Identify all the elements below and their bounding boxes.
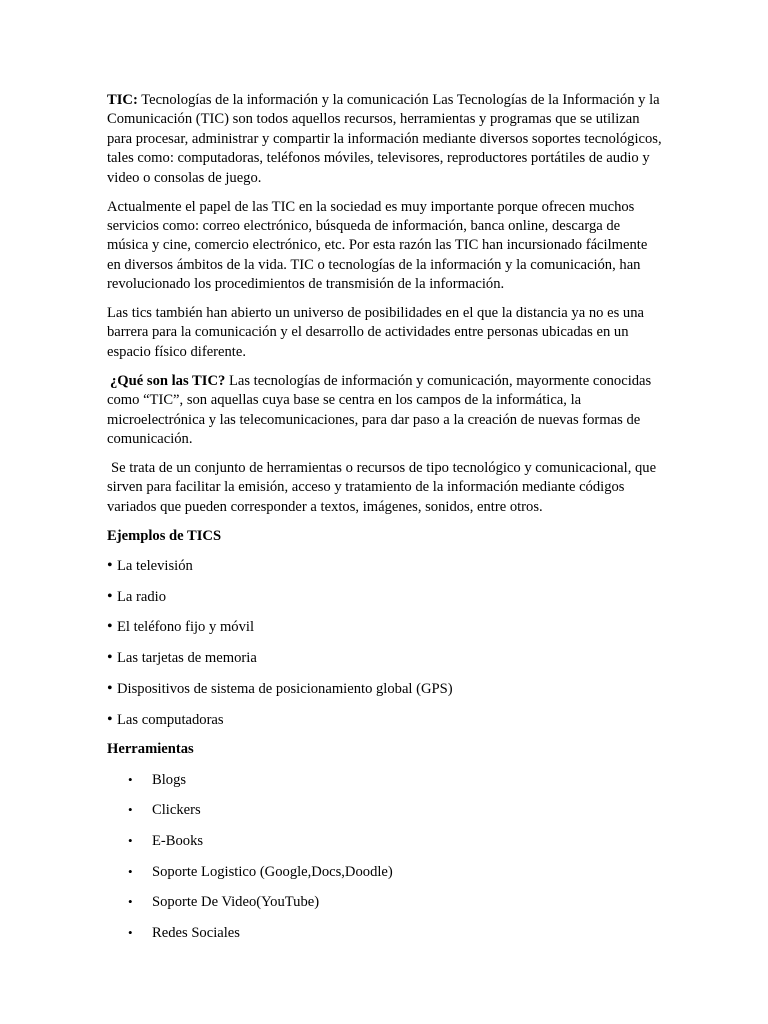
list-item: [107, 800, 663, 820]
bullet-icon: •: [128, 894, 133, 910]
paragraph-lead: ¿Qué son las TIC?: [110, 372, 226, 389]
list-item-label: Las tarjetas de memoria: [117, 650, 257, 667]
list-item-label: Dispositivos de sistema de posicionamiento global (GPS): [117, 680, 453, 697]
list-item-label: La televisión: [117, 558, 193, 575]
paragraph-tic-definition: [107, 91, 663, 188]
list-item-label: Clickers: [152, 802, 201, 819]
bullet-icon: •: [128, 802, 133, 818]
paragraph-tic-society: [107, 198, 663, 295]
paragraph-lead: TIC:: [107, 92, 138, 108]
list-item-label: Soporte Logistico (Google,Docs,Doodle): [152, 863, 393, 880]
list-item: [107, 710, 663, 730]
list-item-label: Blogs: [152, 771, 187, 788]
list-item: [107, 862, 663, 882]
paragraph-tic-possibilities: [107, 304, 663, 362]
document-page: [107, 91, 663, 954]
tools-list: [107, 770, 663, 944]
bullet-icon: •: [107, 587, 113, 605]
paragraph-text: Tecnologías de la información y la comunicación Las Tecnologías de la Información y la Comunicación (TIC) son todos aquellos recursos, herramientas y programas que se utilizan para procesar, administrar y compartir la información mediante diversos soportes tecnológicos, tales como: computadoras, teléfonos móviles, televisores, reproductores portátiles de audio y video o consolas de juego.: [107, 92, 662, 186]
list-item: [107, 587, 663, 607]
list-item-label: Redes Sociales: [152, 925, 240, 942]
paragraph-text: Las tics también han abierto un universo de posibilidades en el que la distancia ya no es una barrera para la comunicación y el desarrollo de actividades entre personas ubicadas en un espacio físico diferente.: [107, 305, 644, 360]
paragraph-conjunto: [107, 459, 663, 517]
examples-heading: Ejemplos de TICS: [107, 527, 222, 544]
list-item: [107, 679, 663, 699]
bullet-icon: •: [107, 618, 113, 636]
list-item-label: Las computadoras: [117, 711, 224, 728]
bullet-icon: •: [107, 557, 113, 575]
bullet-icon: •: [107, 649, 113, 667]
paragraph-text: Actualmente el papel de las TIC en la sociedad es muy importante porque ofrecen muchos servicios como: correo electrónico, búsqueda de información, banca online, descarga de música y cine, comercio electrónico, etc. Por esta razón las TIC han incursionado fácilmente en diversos ámbitos de la vida. TIC o tecnologías de la información y la comunicación, han revolucionado los procedimientos de transmisión de la información.: [107, 198, 648, 293]
list-item: [107, 892, 663, 912]
list-item: [107, 617, 663, 637]
list-item: [107, 556, 663, 576]
list-item-label: E-Books: [152, 833, 204, 850]
bullet-icon: •: [128, 771, 133, 787]
tools-heading: Herramientas: [107, 741, 194, 758]
examples-list: [107, 556, 663, 730]
paragraph-text: Las tecnologías de información y comunicación, mayormente conocidas como “TIC”, son aquellas cuya base se centra en los campos de la informática, la microelectrónica y las telecomunicaciones, para dar paso a la creación de nuevas formas de comunicación.: [107, 372, 652, 447]
paragraph-que-son: [107, 372, 663, 450]
list-item: [107, 923, 663, 943]
bullet-icon: •: [107, 710, 113, 728]
list-item: [107, 770, 663, 790]
bullet-icon: •: [128, 863, 133, 879]
list-item-label: La radio: [117, 588, 167, 605]
bullet-icon: •: [107, 679, 113, 697]
list-item-label: Soporte De Video(YouTube): [152, 894, 320, 911]
list-item: [107, 648, 663, 668]
list-item: [107, 831, 663, 851]
bullet-icon: •: [128, 833, 133, 849]
list-item-label: El teléfono fijo y móvil: [117, 619, 254, 636]
bullet-icon: •: [128, 925, 133, 941]
paragraph-text: Se trata de un conjunto de herramientas o recursos de tipo tecnológico y comunicacional, que sirven para facilitar la emisión, acceso y tratamiento de la información mediante códigos variados que pueden corresponder a textos, imágenes, sonidos, entre otros.: [107, 459, 657, 515]
